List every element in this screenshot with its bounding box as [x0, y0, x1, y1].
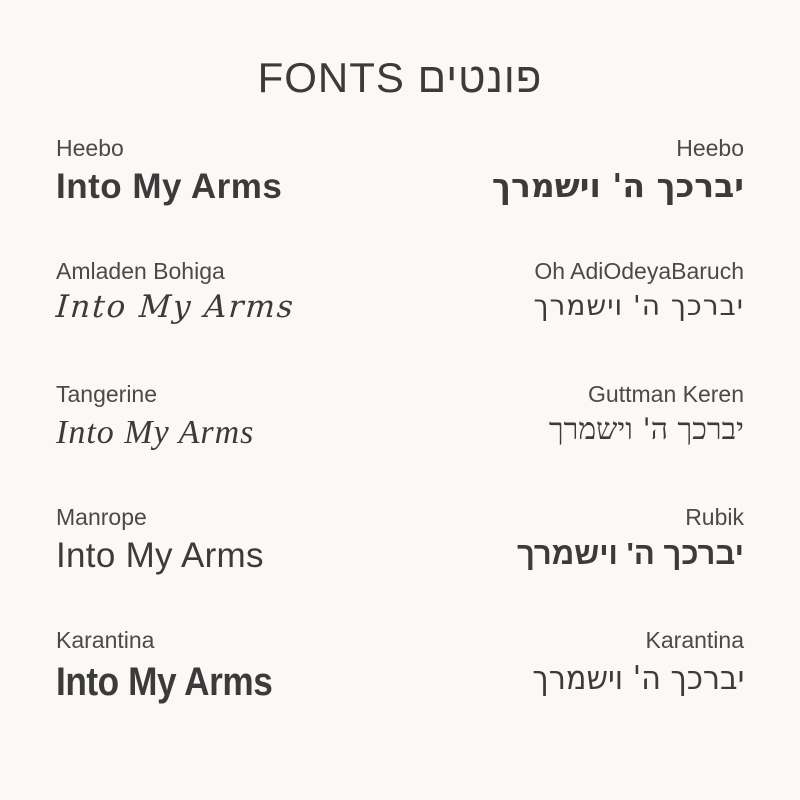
- font-sample-text: Into My Arms: [56, 660, 273, 705]
- font-sample-text: Into My Arms: [56, 167, 283, 207]
- font-name-label: Guttman Keren: [588, 381, 744, 407]
- font-name-label: Karantina: [56, 627, 155, 653]
- font-row: [56, 259, 744, 382]
- font-name-label: Rubik: [685, 504, 744, 530]
- font-grid: [56, 136, 744, 770]
- font-name-label: Karantina: [645, 627, 744, 653]
- font-sample-text: Into My Arms: [54, 289, 297, 326]
- font-row: [56, 505, 744, 628]
- page-title: פונטים FONTS: [257, 54, 543, 101]
- font-sample-heebo-hebrew: [428, 136, 744, 205]
- font-sample-text: יברכך ה' וישמרך: [548, 412, 744, 448]
- font-name-label: Heebo: [676, 135, 744, 161]
- font-name-label: Heebo: [56, 135, 124, 161]
- font-sample-tangerine-latin: [56, 382, 372, 452]
- font-sample-heebo-latin: [56, 136, 372, 208]
- font-name-label: Tangerine: [56, 381, 158, 407]
- font-sample-guttman-keren-hebrew: [428, 382, 744, 448]
- font-sample-text: Into My Arms: [56, 536, 264, 576]
- font-sample-oh-adiodeyabaruch-hebrew: [428, 259, 744, 322]
- font-sample-text: Into My Arms: [56, 414, 255, 452]
- font-sample-manrope-latin: [56, 505, 372, 577]
- font-sample-text: יברכך ה' וישמרך: [533, 289, 744, 323]
- font-name-label: Amladen Bohiga: [56, 258, 225, 284]
- font-sample-rubik-hebrew: [428, 505, 744, 572]
- font-name-label: Oh AdiOdeyaBaruch: [534, 258, 744, 284]
- font-row: [56, 382, 744, 505]
- font-name-label: Manrope: [56, 504, 147, 530]
- font-sample-karantina-hebrew: [428, 628, 744, 697]
- font-sample-text: יברכך ה' וישמרך: [516, 536, 744, 572]
- font-sample-text: יברכך ה' וישמרך: [532, 658, 744, 698]
- font-sample-karantina-latin: [56, 628, 372, 705]
- font-row: [56, 628, 744, 751]
- font-row: [56, 136, 744, 259]
- font-sample-amladen-bohiga-latin: [56, 259, 372, 326]
- font-sample-text: יברכך ה' וישמרך: [491, 166, 744, 206]
